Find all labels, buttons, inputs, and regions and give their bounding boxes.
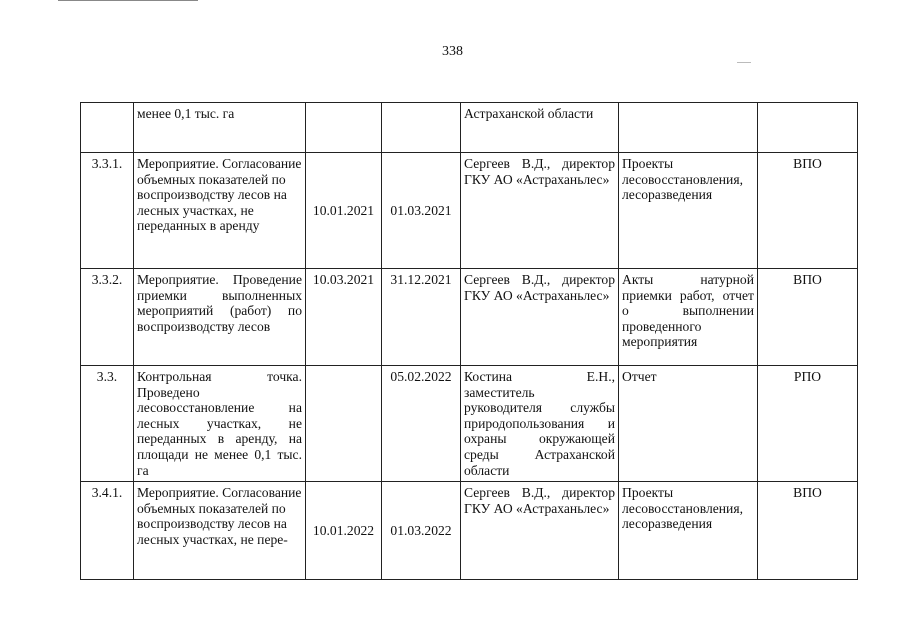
start-date (306, 366, 382, 482)
table-row (81, 153, 858, 269)
item-number: 3.3.1. (81, 153, 134, 269)
item-number: 3.4.1. (81, 482, 134, 580)
item-name: Мероприятие. Согласование объемных показателей по воспроизводству лесов на лесных участках, не пере- (134, 482, 306, 580)
document-type: ВПО (758, 269, 858, 366)
document-type: ВПО (758, 153, 858, 269)
item-number: 3.3. (81, 366, 134, 482)
item-number: 3.3.2. (81, 269, 134, 366)
result-type (619, 103, 758, 153)
item-name: Мероприятие. Проведение приемки выполненных мероприятий (работ) по воспроизводству лесов (134, 269, 306, 366)
table-row (81, 482, 858, 580)
responsible: Сергеев В.Д., директор ГКУ АО «Астраханьлес» (461, 269, 619, 366)
result-type: Проекты лесовосстановления, лесоразведения (619, 153, 758, 269)
start-date: 10.01.2021 (306, 153, 382, 269)
item-number (81, 103, 134, 153)
start-date: 10.03.2021 (306, 269, 382, 366)
table-row (81, 366, 858, 482)
responsible: Астраханской области (461, 103, 619, 153)
item-name: Мероприятие. Согласование объемных показателей по воспроизводству лесов на лесных участках, не переданных в аренду (134, 153, 306, 269)
start-date (306, 103, 382, 153)
result-type: Отчет (619, 366, 758, 482)
scan-mark (737, 62, 751, 63)
end-date: 01.03.2022 (382, 482, 461, 580)
page-number: 338 (442, 44, 463, 59)
responsible: Костина Е.Н., заместитель руководителя службы природопользования и охраны окружающей среды Астраханской области (461, 366, 619, 482)
document-type (758, 103, 858, 153)
plan-table (80, 102, 858, 580)
table-row (81, 269, 858, 366)
document-type: ВПО (758, 482, 858, 580)
responsible: Сергеев В.Д., директор ГКУ АО «Астраханьлес» (461, 482, 619, 580)
scan-edge-line (58, 0, 198, 1)
end-date: 01.03.2021 (382, 153, 461, 269)
result-type: Акты натурной приемки работ, отчет о выполнении проведенного мероприятия (619, 269, 758, 366)
result-type: Проекты лесовосстановления, лесоразведения (619, 482, 758, 580)
document-type: РПО (758, 366, 858, 482)
responsible: Сергеев В.Д., директор ГКУ АО «Астраханьлес» (461, 153, 619, 269)
end-date (382, 103, 461, 153)
start-date: 10.01.2022 (306, 482, 382, 580)
end-date: 05.02.2022 (382, 366, 461, 482)
item-name: менее 0,1 тыс. га (134, 103, 306, 153)
item-name: Контрольная точка. Проведено лесовосстановление на лесных участках, не переданных в аренду, на площади не менее 0,1 тыс. га (134, 366, 306, 482)
table-row (81, 103, 858, 153)
end-date: 31.12.2021 (382, 269, 461, 366)
